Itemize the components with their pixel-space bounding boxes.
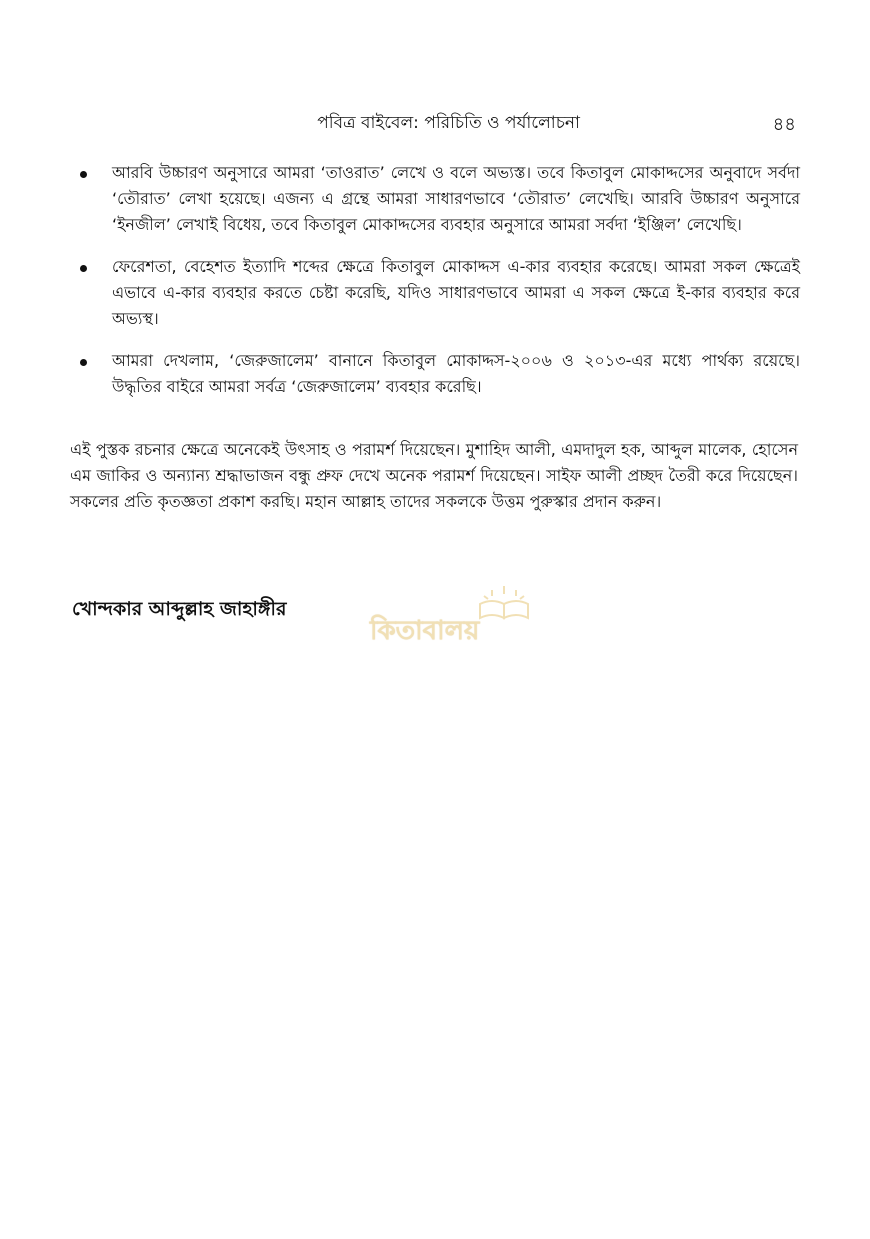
page-number: ৪৪	[772, 114, 796, 135]
bullet-item	[74, 348, 800, 400]
bullet-text: আমরা দেখলাম, ‘জেরুজালেম’ বানানে কিতাবুল মোকাদ্দস-২০০৬ ও ২০১৩-এর মধ্যে পার্থক্য রয়েছে। উদ্ধৃতির বাইরে আমরা সর্বত্র ‘জেরুজালেম’ ব্যবহার করেছি।	[112, 351, 800, 396]
watermark-logo	[360, 574, 530, 652]
bullet-icon	[80, 171, 87, 178]
watermark-text: কিতাবালয়	[370, 616, 480, 646]
bullet-text: আরবি উচ্চারণ অনুসারে আমরা ‘তাওরাত’ লেখে ও বলে অভ্যস্ত। তবে কিতাবুল মোকাদ্দসের অনুবাদে সর্বদা ‘তৌরাত’ লেখা হয়েছে। এজন্য এ গ্রন্থে আমরা সাধারণভাবে ‘তৌরাত’ লেখেছি। আরবি উচ্চারণ অনুসারে ‘ইনজীল’ লেখাই বিধেয়, তবে কিতাবুল মোকাদ্দসের ব্যবহার অনুসারে আমরা সর্বদা ‘ইঞ্জিল’ লেখেছি।	[112, 163, 800, 234]
author-signature: খোন্দকার আব্দুল্লাহ জাহাঙ্গীর	[72, 598, 287, 620]
acknowledgement-paragraph: এই পুস্তক রচনার ক্ষেত্রে অনেকেই উৎসাহ ও পরামর্শ দিয়েছেন। মুশাহিদ আলী, এমদাদুল হক, আব্দুল মালেক, হোসেন এম জাকির ও অন্যান্য শ্রদ্ধাভাজন বন্ধু প্রুফ দেখে অনেক পরামর্শ দিয়েছেন। সাইফ আলী প্রচ্ছদ তৈরী করে দিয়েছেন। সকলের প্রতি কৃতজ্ঞতা প্রকাশ করছি। মহান আল্লাহ তাদের সকলকে উত্তম পুরুস্কার প্রদান করুন।	[70, 440, 798, 511]
bullet-item	[74, 254, 800, 332]
header-title: পবিত্র বাইবেল: পরিচিতি ও পর্যালোচনা	[317, 113, 580, 133]
bullet-item	[74, 160, 800, 238]
bullet-text: ফেরেশতা, বেহেশত ইত্যাদি শব্দের ক্ষেত্রে কিতাবুল মোকাদ্দস এ-কার ব্যবহার করেছে। আমরা সকল ক্ষেত্রেই এভাবে এ-কার ব্যবহার করতে চেষ্টা করেছি, যদিও সাধারণভাবে আমরা এ সকল ক্ষেত্রে ই-কার ব্যবহার করে অভ্যস্থ।	[112, 257, 800, 328]
bullet-list	[74, 160, 800, 416]
bullet-icon	[80, 265, 87, 272]
running-header	[70, 110, 800, 138]
bullet-icon	[80, 359, 87, 366]
